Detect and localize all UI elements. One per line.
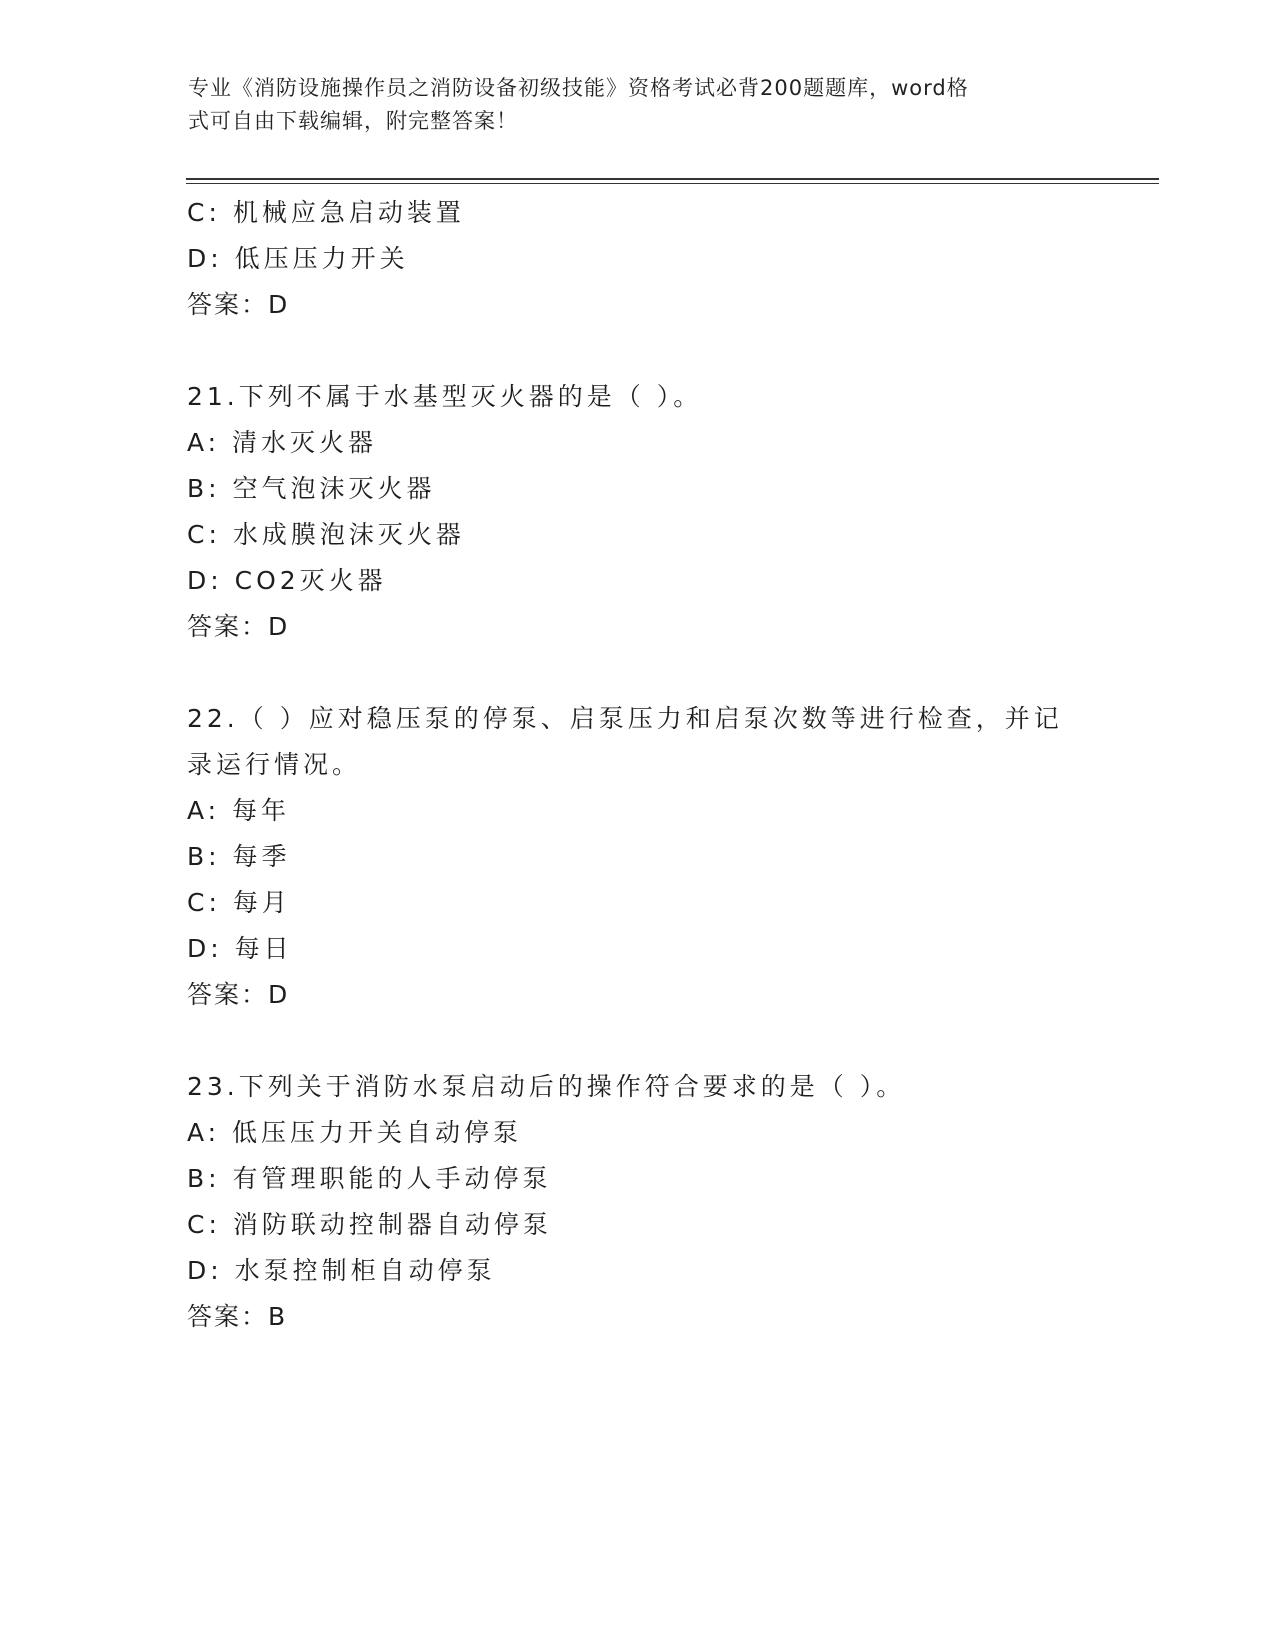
option-c: C: 机械应急启动装置 xyxy=(187,198,465,227)
question-text-line-1: 22.（ ）应对稳压泵的停泵、启泵压力和启泵次数等进行检查，并记 xyxy=(187,704,1063,733)
spacer xyxy=(187,328,1087,374)
answer-line: 答案：D xyxy=(187,612,290,641)
option-c: C: 每月 xyxy=(187,888,291,917)
option-d: D: CO2灭火器 xyxy=(187,566,387,595)
spacer xyxy=(187,1018,1087,1064)
question-list xyxy=(187,190,1087,1340)
question-text-line-2: 录运行情况。 xyxy=(187,750,362,779)
option-c: C: 消防联动控制器自动停泵 xyxy=(187,1210,552,1239)
option-b: B: 空气泡沫灭火器 xyxy=(187,474,436,503)
header-divider-thin xyxy=(186,183,1159,184)
question-text: 21.下列不属于水基型灭火器的是（ ）。 xyxy=(187,382,703,411)
question-block-23 xyxy=(187,1064,1087,1340)
page-header xyxy=(188,72,1088,138)
option-c: C: 水成膜泡沫灭火器 xyxy=(187,520,465,549)
question-block-22 xyxy=(187,696,1087,1018)
option-b: B: 有管理职能的人手动停泵 xyxy=(187,1164,552,1193)
option-d: D: 低压压力开关 xyxy=(187,244,409,273)
option-d: D: 水泵控制柜自动停泵 xyxy=(187,1256,496,1285)
question-block-21 xyxy=(187,374,1087,650)
question-block-20 xyxy=(187,190,1087,328)
option-a: A: 低压压力开关自动停泵 xyxy=(187,1118,523,1147)
option-a: A: 清水灭火器 xyxy=(187,428,378,457)
header-line-2: 式可自由下载编辑，附完整答案！ xyxy=(188,109,518,133)
answer-line: 答案：B xyxy=(187,1302,288,1331)
option-d: D: 每日 xyxy=(187,934,293,963)
spacer xyxy=(187,650,1087,696)
option-a: A: 每年 xyxy=(187,796,291,825)
header-line-1: 专业《消防设施操作员之消防设备初级技能》资格考试必背200题题库，word格 xyxy=(188,76,969,100)
answer-line: 答案：D xyxy=(187,290,290,319)
question-text: 23.下列关于消防水泵启动后的操作符合要求的是（ ）。 xyxy=(187,1072,906,1101)
answer-line: 答案：D xyxy=(187,980,290,1009)
header-divider-thick xyxy=(186,178,1159,180)
option-b: B: 每季 xyxy=(187,842,291,871)
